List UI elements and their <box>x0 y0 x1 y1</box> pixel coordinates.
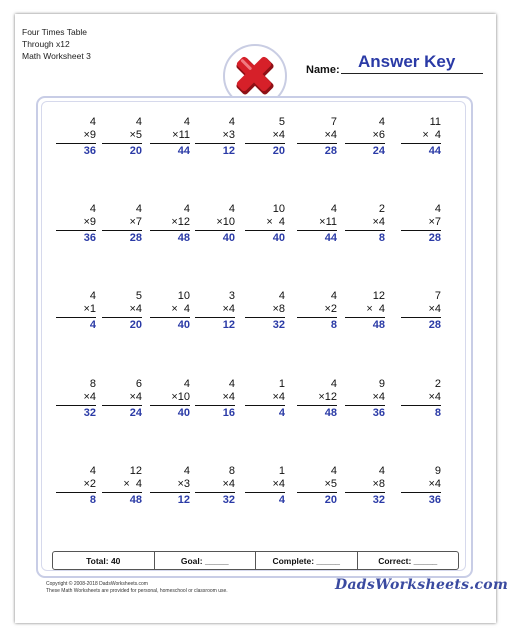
problem-5-3 <box>150 465 190 507</box>
answer: 44 <box>324 232 337 244</box>
answer-rule <box>401 230 441 231</box>
multiplier: ×4 <box>129 303 142 315</box>
answer: 28 <box>428 232 441 244</box>
multiplier: ×9 <box>83 129 96 141</box>
problem-5-5 <box>245 465 285 507</box>
problem-1-6 <box>297 116 337 158</box>
multiplier: ×2 <box>324 303 337 315</box>
multiplicand: 4 <box>183 116 190 128</box>
answer-rule <box>150 143 190 144</box>
answer: 12 <box>222 319 235 331</box>
problem-4-7 <box>345 378 385 420</box>
answer: 32 <box>222 494 235 506</box>
answer-rule <box>401 143 441 144</box>
answer: 32 <box>272 319 285 331</box>
answer-rule <box>297 405 337 406</box>
multiplicand: 4 <box>228 203 235 215</box>
problem-4-4 <box>195 378 235 420</box>
answer: 20 <box>129 145 142 157</box>
answer-rule <box>345 230 385 231</box>
answer: 24 <box>129 407 142 419</box>
multiplicand: 4 <box>378 116 385 128</box>
multiplier: × 4 <box>171 303 190 315</box>
answer: 36 <box>83 145 96 157</box>
multiplier: ×4 <box>222 478 235 490</box>
answer: 28 <box>129 232 142 244</box>
multiplier: ×4 <box>272 129 285 141</box>
multiplicand: 5 <box>278 116 285 128</box>
multiplicand: 12 <box>129 465 142 477</box>
multiplicand: 4 <box>330 290 337 302</box>
total-count: Total: 40 <box>53 552 155 569</box>
answer: 28 <box>428 319 441 331</box>
problem-1-3 <box>150 116 190 158</box>
problem-2-1 <box>56 203 96 245</box>
answer-rule <box>297 317 337 318</box>
answer: 36 <box>428 494 441 506</box>
multiplicand: 3 <box>228 290 235 302</box>
answer: 48 <box>324 407 337 419</box>
multiplier: ×4 <box>83 391 96 403</box>
answer-rule <box>401 317 441 318</box>
answer-rule <box>401 492 441 493</box>
multiplier: ×11 <box>172 129 190 141</box>
answer: 20 <box>324 494 337 506</box>
answer-rule <box>245 317 285 318</box>
worksheet-title <box>22 26 91 62</box>
multiplicand: 4 <box>135 116 142 128</box>
problem-3-5 <box>245 290 285 332</box>
problem-3-7 <box>345 290 385 332</box>
multiplicand: 12 <box>372 290 385 302</box>
multiplicand: 8 <box>228 465 235 477</box>
problem-4-2 <box>102 378 142 420</box>
answer: 40 <box>177 407 190 419</box>
multiplier: ×8 <box>372 478 385 490</box>
multiplicand: 4 <box>135 203 142 215</box>
answer: 8 <box>378 232 385 244</box>
title-line-1: Four Times Table <box>22 27 88 37</box>
multiplicand: 4 <box>183 203 190 215</box>
answer: 44 <box>428 145 441 157</box>
multiplicand: 4 <box>183 378 190 390</box>
problem-3-1 <box>56 290 96 332</box>
problem-3-6 <box>297 290 337 332</box>
multiplier: ×10 <box>171 391 190 403</box>
problem-2-5 <box>245 203 285 245</box>
answer-rule <box>195 230 235 231</box>
answer: 16 <box>222 407 235 419</box>
answer: 28 <box>324 145 337 157</box>
title-line-3: Math Worksheet 3 <box>22 51 91 61</box>
multiplier: ×4 <box>272 478 285 490</box>
multiplier: ×4 <box>372 216 385 228</box>
problem-5-7 <box>345 465 385 507</box>
multiplier: ×3 <box>222 129 235 141</box>
copyright-line-2: These Math Worksheets are provided for personal, homeschool or classroom use. <box>46 588 228 594</box>
multiplicand: 9 <box>378 378 385 390</box>
problem-3-2 <box>102 290 142 332</box>
problem-1-7 <box>345 116 385 158</box>
answer: 48 <box>372 319 385 331</box>
goal-field: Goal: _____ <box>155 552 257 569</box>
answer-rule <box>56 317 96 318</box>
answer-rule <box>102 405 142 406</box>
answer: 40 <box>177 319 190 331</box>
problem-5-2 <box>102 465 142 507</box>
answer-rule <box>56 492 96 493</box>
name-line <box>341 73 483 74</box>
answer: 48 <box>177 232 190 244</box>
multiplicand: 10 <box>272 203 285 215</box>
multiplier: ×1 <box>83 303 96 315</box>
problem-1-1 <box>56 116 96 158</box>
answer-rule <box>297 492 337 493</box>
brand-logo: DadsWorksheets.com <box>335 577 509 593</box>
problem-4-3 <box>150 378 190 420</box>
multiplier: ×5 <box>324 478 337 490</box>
answer: 36 <box>83 232 96 244</box>
answer-rule <box>245 492 285 493</box>
multiplicand: 11 <box>429 116 441 128</box>
problem-1-2 <box>102 116 142 158</box>
answer-rule <box>297 230 337 231</box>
answer-rule <box>195 405 235 406</box>
answer: 32 <box>83 407 96 419</box>
answer-key-label: Answer Key <box>358 52 456 71</box>
multiplicand: 9 <box>434 465 441 477</box>
multiplicand: 7 <box>330 116 337 128</box>
problem-2-4 <box>195 203 235 245</box>
multiplier: ×4 <box>129 391 142 403</box>
complete-field: Complete: _____ <box>256 552 358 569</box>
multiplier: × 4 <box>266 216 285 228</box>
problem-3-3 <box>150 290 190 332</box>
answer-rule <box>56 143 96 144</box>
multiplier: × 4 <box>123 478 142 490</box>
problem-3-8 <box>401 290 441 332</box>
multiplicand: 4 <box>278 290 285 302</box>
answer-rule <box>245 230 285 231</box>
answer: 4 <box>278 407 285 419</box>
answer-rule <box>297 143 337 144</box>
multiplier: ×7 <box>129 216 142 228</box>
answer-rule <box>195 143 235 144</box>
problem-4-8 <box>401 378 441 420</box>
problem-5-4 <box>195 465 235 507</box>
answer: 40 <box>222 232 235 244</box>
multiplier: × 4 <box>366 303 385 315</box>
multiplicand: 4 <box>183 465 190 477</box>
problem-2-7 <box>345 203 385 245</box>
problem-3-4 <box>195 290 235 332</box>
answer-rule <box>102 143 142 144</box>
multiplier: ×12 <box>318 391 337 403</box>
multiplicand: 4 <box>434 203 441 215</box>
multiplicand: 4 <box>89 203 96 215</box>
multiplier: ×5 <box>129 129 142 141</box>
multiplicand: 7 <box>434 290 441 302</box>
problem-2-2 <box>102 203 142 245</box>
name-label: Name: <box>306 64 340 76</box>
answer-rule <box>102 317 142 318</box>
problem-4-5 <box>245 378 285 420</box>
answer-rule <box>102 230 142 231</box>
multiplicand: 4 <box>330 465 337 477</box>
problem-4-1 <box>56 378 96 420</box>
problem-1-4 <box>195 116 235 158</box>
title-line-2: Through x12 <box>22 39 70 49</box>
answer: 36 <box>372 407 385 419</box>
answer: 8 <box>434 407 441 419</box>
answer-rule <box>345 492 385 493</box>
answer-rule <box>401 405 441 406</box>
answer-rule <box>345 317 385 318</box>
multiplicand: 6 <box>135 378 142 390</box>
multiplicand: 4 <box>89 290 96 302</box>
multiplicand: 10 <box>177 290 190 302</box>
multiplier: ×4 <box>428 391 441 403</box>
problem-2-3 <box>150 203 190 245</box>
score-bar <box>52 551 459 570</box>
multiplier: ×8 <box>272 303 285 315</box>
problem-1-5 <box>245 116 285 158</box>
multiplicand: 4 <box>378 465 385 477</box>
multiplier: ×4 <box>428 478 441 490</box>
multiplicand: 8 <box>89 378 96 390</box>
problem-4-6 <box>297 378 337 420</box>
multiplicand: 2 <box>434 378 441 390</box>
answer: 24 <box>372 145 385 157</box>
copyright-line-1: Copyright © 2008-2018 DadsWorksheets.com <box>46 581 148 587</box>
answer-rule <box>345 405 385 406</box>
multiplicand: 4 <box>330 203 337 215</box>
answer: 8 <box>330 319 337 331</box>
multiplier: ×2 <box>83 478 96 490</box>
multiplier: × 4 <box>422 129 441 141</box>
multiplier: ×12 <box>171 216 190 228</box>
problem-5-1 <box>56 465 96 507</box>
multiplier: ×6 <box>372 129 385 141</box>
answer: 4 <box>278 494 285 506</box>
problem-5-8 <box>401 465 441 507</box>
multiplicand: 2 <box>378 203 385 215</box>
answer-rule <box>195 317 235 318</box>
multiplicand: 4 <box>228 378 235 390</box>
answer-rule <box>245 143 285 144</box>
answer-rule <box>245 405 285 406</box>
multiplicand: 1 <box>278 378 285 390</box>
multiplicand: 4 <box>89 465 96 477</box>
copyright-notice <box>46 581 228 595</box>
answer-rule <box>56 405 96 406</box>
multiplier: ×4 <box>272 391 285 403</box>
multiplicand: 1 <box>278 465 285 477</box>
answer: 8 <box>89 494 96 506</box>
multiplier: ×10 <box>216 216 235 228</box>
answer: 32 <box>372 494 385 506</box>
multiplier: ×11 <box>319 216 337 228</box>
multiplier: ×3 <box>177 478 190 490</box>
answer-rule <box>345 143 385 144</box>
multiplier: ×9 <box>83 216 96 228</box>
answer-rule <box>150 405 190 406</box>
answer: 40 <box>272 232 285 244</box>
answer: 4 <box>89 319 96 331</box>
answer: 48 <box>129 494 142 506</box>
multiplier: ×4 <box>324 129 337 141</box>
answer: 44 <box>177 145 190 157</box>
multiplicand: 5 <box>135 290 142 302</box>
answer: 12 <box>177 494 190 506</box>
correct-field: Correct: _____ <box>378 555 438 566</box>
answer-rule <box>56 230 96 231</box>
multiplier: ×4 <box>428 303 441 315</box>
problem-1-8 <box>401 116 441 158</box>
answer: 20 <box>272 145 285 157</box>
answer-rule <box>150 317 190 318</box>
problem-2-6 <box>297 203 337 245</box>
answer-rule <box>102 492 142 493</box>
multiplicand: 4 <box>89 116 96 128</box>
answer-rule <box>150 230 190 231</box>
answer: 20 <box>129 319 142 331</box>
multiplier: ×7 <box>428 216 441 228</box>
multiplicand: 4 <box>228 116 235 128</box>
multiplier: ×4 <box>222 303 235 315</box>
answer-rule <box>150 492 190 493</box>
problem-2-8 <box>401 203 441 245</box>
multiplier: ×4 <box>372 391 385 403</box>
answer: 12 <box>222 145 235 157</box>
problem-5-6 <box>297 465 337 507</box>
answer-rule <box>195 492 235 493</box>
multiplicand: 4 <box>330 378 337 390</box>
multiplier: ×4 <box>222 391 235 403</box>
